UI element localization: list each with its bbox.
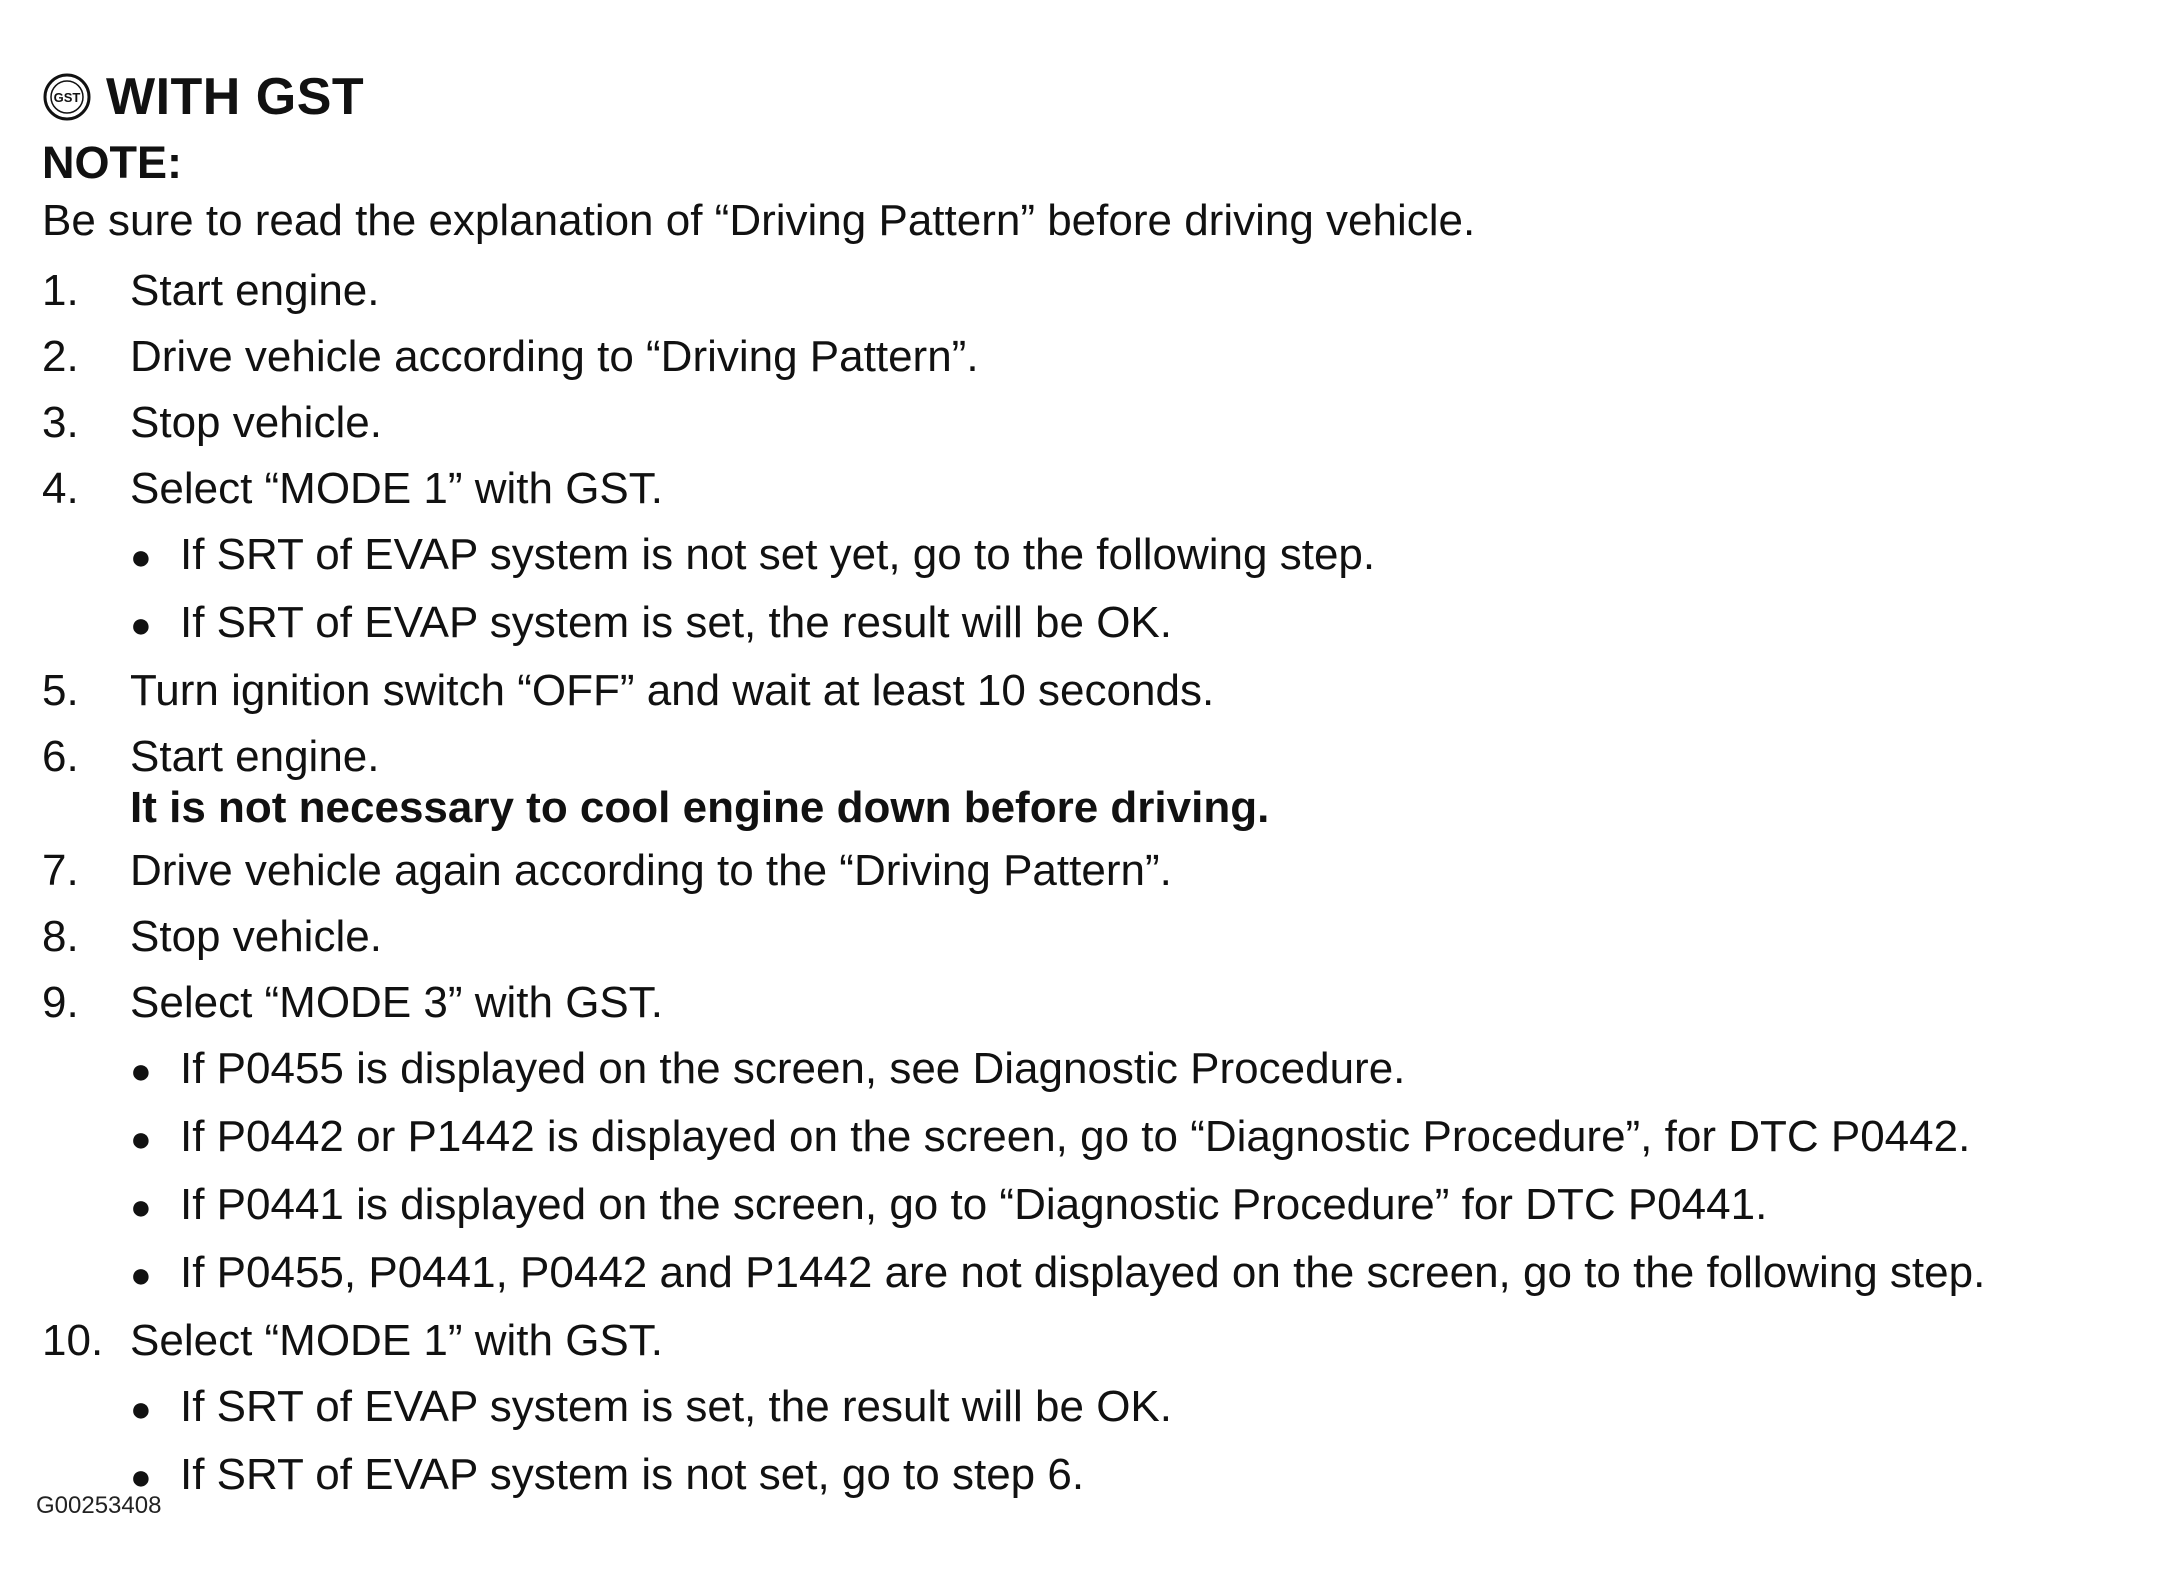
- step-body: [130, 324, 2142, 390]
- procedure-step: [42, 324, 2142, 390]
- step-body: [130, 390, 2142, 456]
- step-body: [130, 970, 2142, 1036]
- step-text: Stop vehicle.: [130, 398, 382, 447]
- step-body: [130, 904, 2142, 970]
- step-text: Turn ignition switch “OFF” and wait at least 10 seconds.: [130, 666, 1215, 715]
- step-number: 6.: [42, 732, 79, 781]
- bullet-dot-icon: ●: [130, 1118, 152, 1159]
- bullet-text: If SRT of EVAP system is not set, go to step 6.: [180, 1450, 1085, 1499]
- svg-text:GST: GST: [53, 90, 81, 105]
- bullet-text: If SRT of EVAP system is set, the result will be OK.: [180, 598, 1172, 647]
- step-text: Start engine.: [130, 266, 380, 315]
- bullet-text: If SRT of EVAP system is not set yet, go to the following step.: [180, 530, 1376, 579]
- bullet-text: If P0442 or P1442 is displayed on the screen, go to “Diagnostic Procedure”, for DTC P0442.: [180, 1112, 1971, 1161]
- bullet-text: If P0455, P0441, P0442 and P1442 are not displayed on the screen, go to the following step.: [180, 1248, 1986, 1297]
- bullet-item: [42, 1104, 2142, 1172]
- step-text: Drive vehicle according to “Driving Pattern”.: [130, 332, 979, 381]
- step-text: Select “MODE 3” with GST.: [130, 978, 664, 1027]
- step-body: [130, 658, 2142, 724]
- step-number: 8.: [42, 912, 79, 961]
- bullet-text: If P0441 is displayed on the screen, go to “Diagnostic Procedure” for DTC P0441.: [180, 1180, 1768, 1229]
- procedure-step: [42, 658, 2142, 724]
- procedure-step: [42, 838, 2142, 904]
- step-number: 5.: [42, 666, 79, 715]
- bullet-dot-icon: ●: [130, 536, 152, 577]
- bullet-text: If SRT of EVAP system is set, the result will be OK.: [180, 1382, 1172, 1431]
- procedure-step: [42, 724, 2142, 838]
- step-body: [130, 1308, 2142, 1374]
- bullet-item: [42, 1442, 2142, 1510]
- procedure-step: [42, 456, 2142, 522]
- step-text: Start engine.: [130, 732, 380, 781]
- bullet-dot-icon: ●: [130, 1186, 152, 1227]
- procedure-step: [42, 390, 2142, 456]
- step-bold-note: It is not necessary to cool engine down before driving.: [130, 783, 1270, 832]
- step-body: [130, 724, 2142, 838]
- procedure-step: [42, 258, 2142, 324]
- bullet-dot-icon: ●: [130, 1254, 152, 1295]
- bullet-item: [42, 1036, 2142, 1104]
- step-text: Drive vehicle again according to the “Driving Pattern”.: [130, 846, 1172, 895]
- page-title: WITH GST: [106, 68, 365, 126]
- step-number: 1.: [42, 266, 79, 315]
- procedure-step: [42, 970, 2142, 1036]
- bullet-item: [42, 522, 2142, 590]
- bullet-item: [42, 1240, 2142, 1308]
- step-number: 7.: [42, 846, 79, 895]
- step-body: [130, 456, 2142, 522]
- title-row: [42, 62, 2142, 132]
- step-body: [130, 258, 2142, 324]
- gst-tool-icon: [42, 72, 92, 122]
- step-text: Stop vehicle.: [130, 912, 382, 961]
- step-number: 4.: [42, 464, 79, 513]
- bullet-text: If P0455 is displayed on the screen, see Diagnostic Procedure.: [180, 1044, 1406, 1093]
- bullet-item: [42, 1172, 2142, 1240]
- bullet-item: [42, 590, 2142, 658]
- bullet-dot-icon: ●: [130, 1050, 152, 1091]
- step-number: 2.: [42, 332, 79, 381]
- procedure-step: [42, 1308, 2142, 1374]
- bullet-item: [42, 1374, 2142, 1442]
- bullet-dot-icon: ●: [130, 604, 152, 645]
- step-text: Select “MODE 1” with GST.: [130, 464, 664, 513]
- step-number: 10.: [42, 1316, 104, 1365]
- note-label: NOTE:: [42, 137, 182, 188]
- step-number: 9.: [42, 978, 79, 1027]
- figure-code: G00253408: [36, 1492, 162, 1519]
- bullet-dot-icon: ●: [130, 1456, 152, 1497]
- bullet-dot-icon: ●: [130, 1388, 152, 1429]
- step-text: Select “MODE 1” with GST.: [130, 1316, 664, 1365]
- document-body: [42, 62, 2142, 1510]
- step-body: [130, 838, 2142, 904]
- note-text: Be sure to read the explanation of “Driving Pattern” before driving vehicle.: [42, 196, 1476, 245]
- procedure-step: [42, 904, 2142, 970]
- procedure-steps: [42, 258, 2142, 1510]
- step-number: 3.: [42, 398, 79, 447]
